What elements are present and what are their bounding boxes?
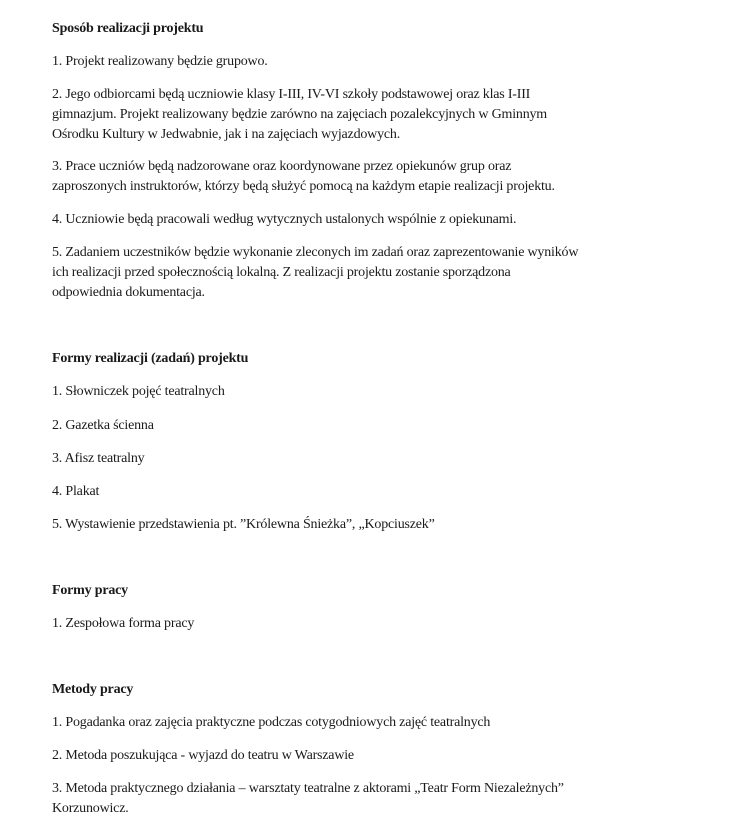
section-heading: Formy realizacji (zadań) projektu: [52, 351, 249, 366]
list-item: 2. Metoda poszukująca - wyjazd do teatru w Warszawie: [52, 748, 354, 763]
list-item: 3. Metoda praktycznego działania – warsztaty teatralne z aktorami „Teatr Form Niezależnych”: [52, 781, 564, 796]
list-item-continuation: Ośrodku Kultury w Jedwabnie, jak i na zajęciach wyjazdowych.: [52, 127, 400, 142]
section-heading: Formy pracy: [52, 583, 128, 598]
list-item: 4. Plakat: [52, 484, 100, 499]
list-item-continuation: zaproszonych instruktorów, którzy będą służyć pomocą na każdym etapie realizacji projektu.: [52, 179, 555, 194]
list-item-continuation: odpowiednia dokumentacja.: [52, 285, 205, 300]
list-item: 2. Jego odbiorcami będą uczniowie klasy I-III, IV-VI szkoły podstawowej oraz klas I-III: [52, 87, 531, 102]
list-item-continuation: gimnazjum. Projekt realizowany będzie zarówno na zajęciach pozalekcyjnych w Gminnym: [52, 107, 547, 122]
list-item: 5. Wystawienie przedstawienia pt. ”Królewna Śnieżka”, „Kopciuszek”: [52, 517, 435, 532]
list-item: 5. Zadaniem uczestników będzie wykonanie zleconych im zadań oraz zaprezentowanie wyników: [52, 245, 579, 260]
list-item-continuation: ich realizacji przed społecznością lokalną. Z realizacji projektu zostanie sporządzona: [52, 265, 511, 280]
list-item: 1. Projekt realizowany będzie grupowo.: [52, 54, 268, 69]
list-item: 1. Pogadanka oraz zajęcia praktyczne podczas cotygodniowych zajęć teatralnych: [52, 715, 491, 730]
list-item: 1. Słowniczek pojęć teatralnych: [52, 384, 225, 399]
section-heading: Metody pracy: [52, 682, 134, 697]
list-item: 3. Afisz teatralny: [52, 451, 145, 466]
list-item: 1. Zespołowa forma pracy: [52, 616, 195, 631]
section-heading: Sposób realizacji projektu: [52, 21, 204, 36]
list-item: 2. Gazetka ścienna: [52, 418, 154, 433]
list-item: 3. Prace uczniów będą nadzorowane oraz koordynowane przez opiekunów grup oraz: [52, 159, 512, 174]
list-item: 4. Uczniowie będą pracowali według wytycznych ustalonych wspólnie z opiekunami.: [52, 212, 517, 227]
list-item-continuation: Korzunowicz.: [52, 801, 129, 816]
